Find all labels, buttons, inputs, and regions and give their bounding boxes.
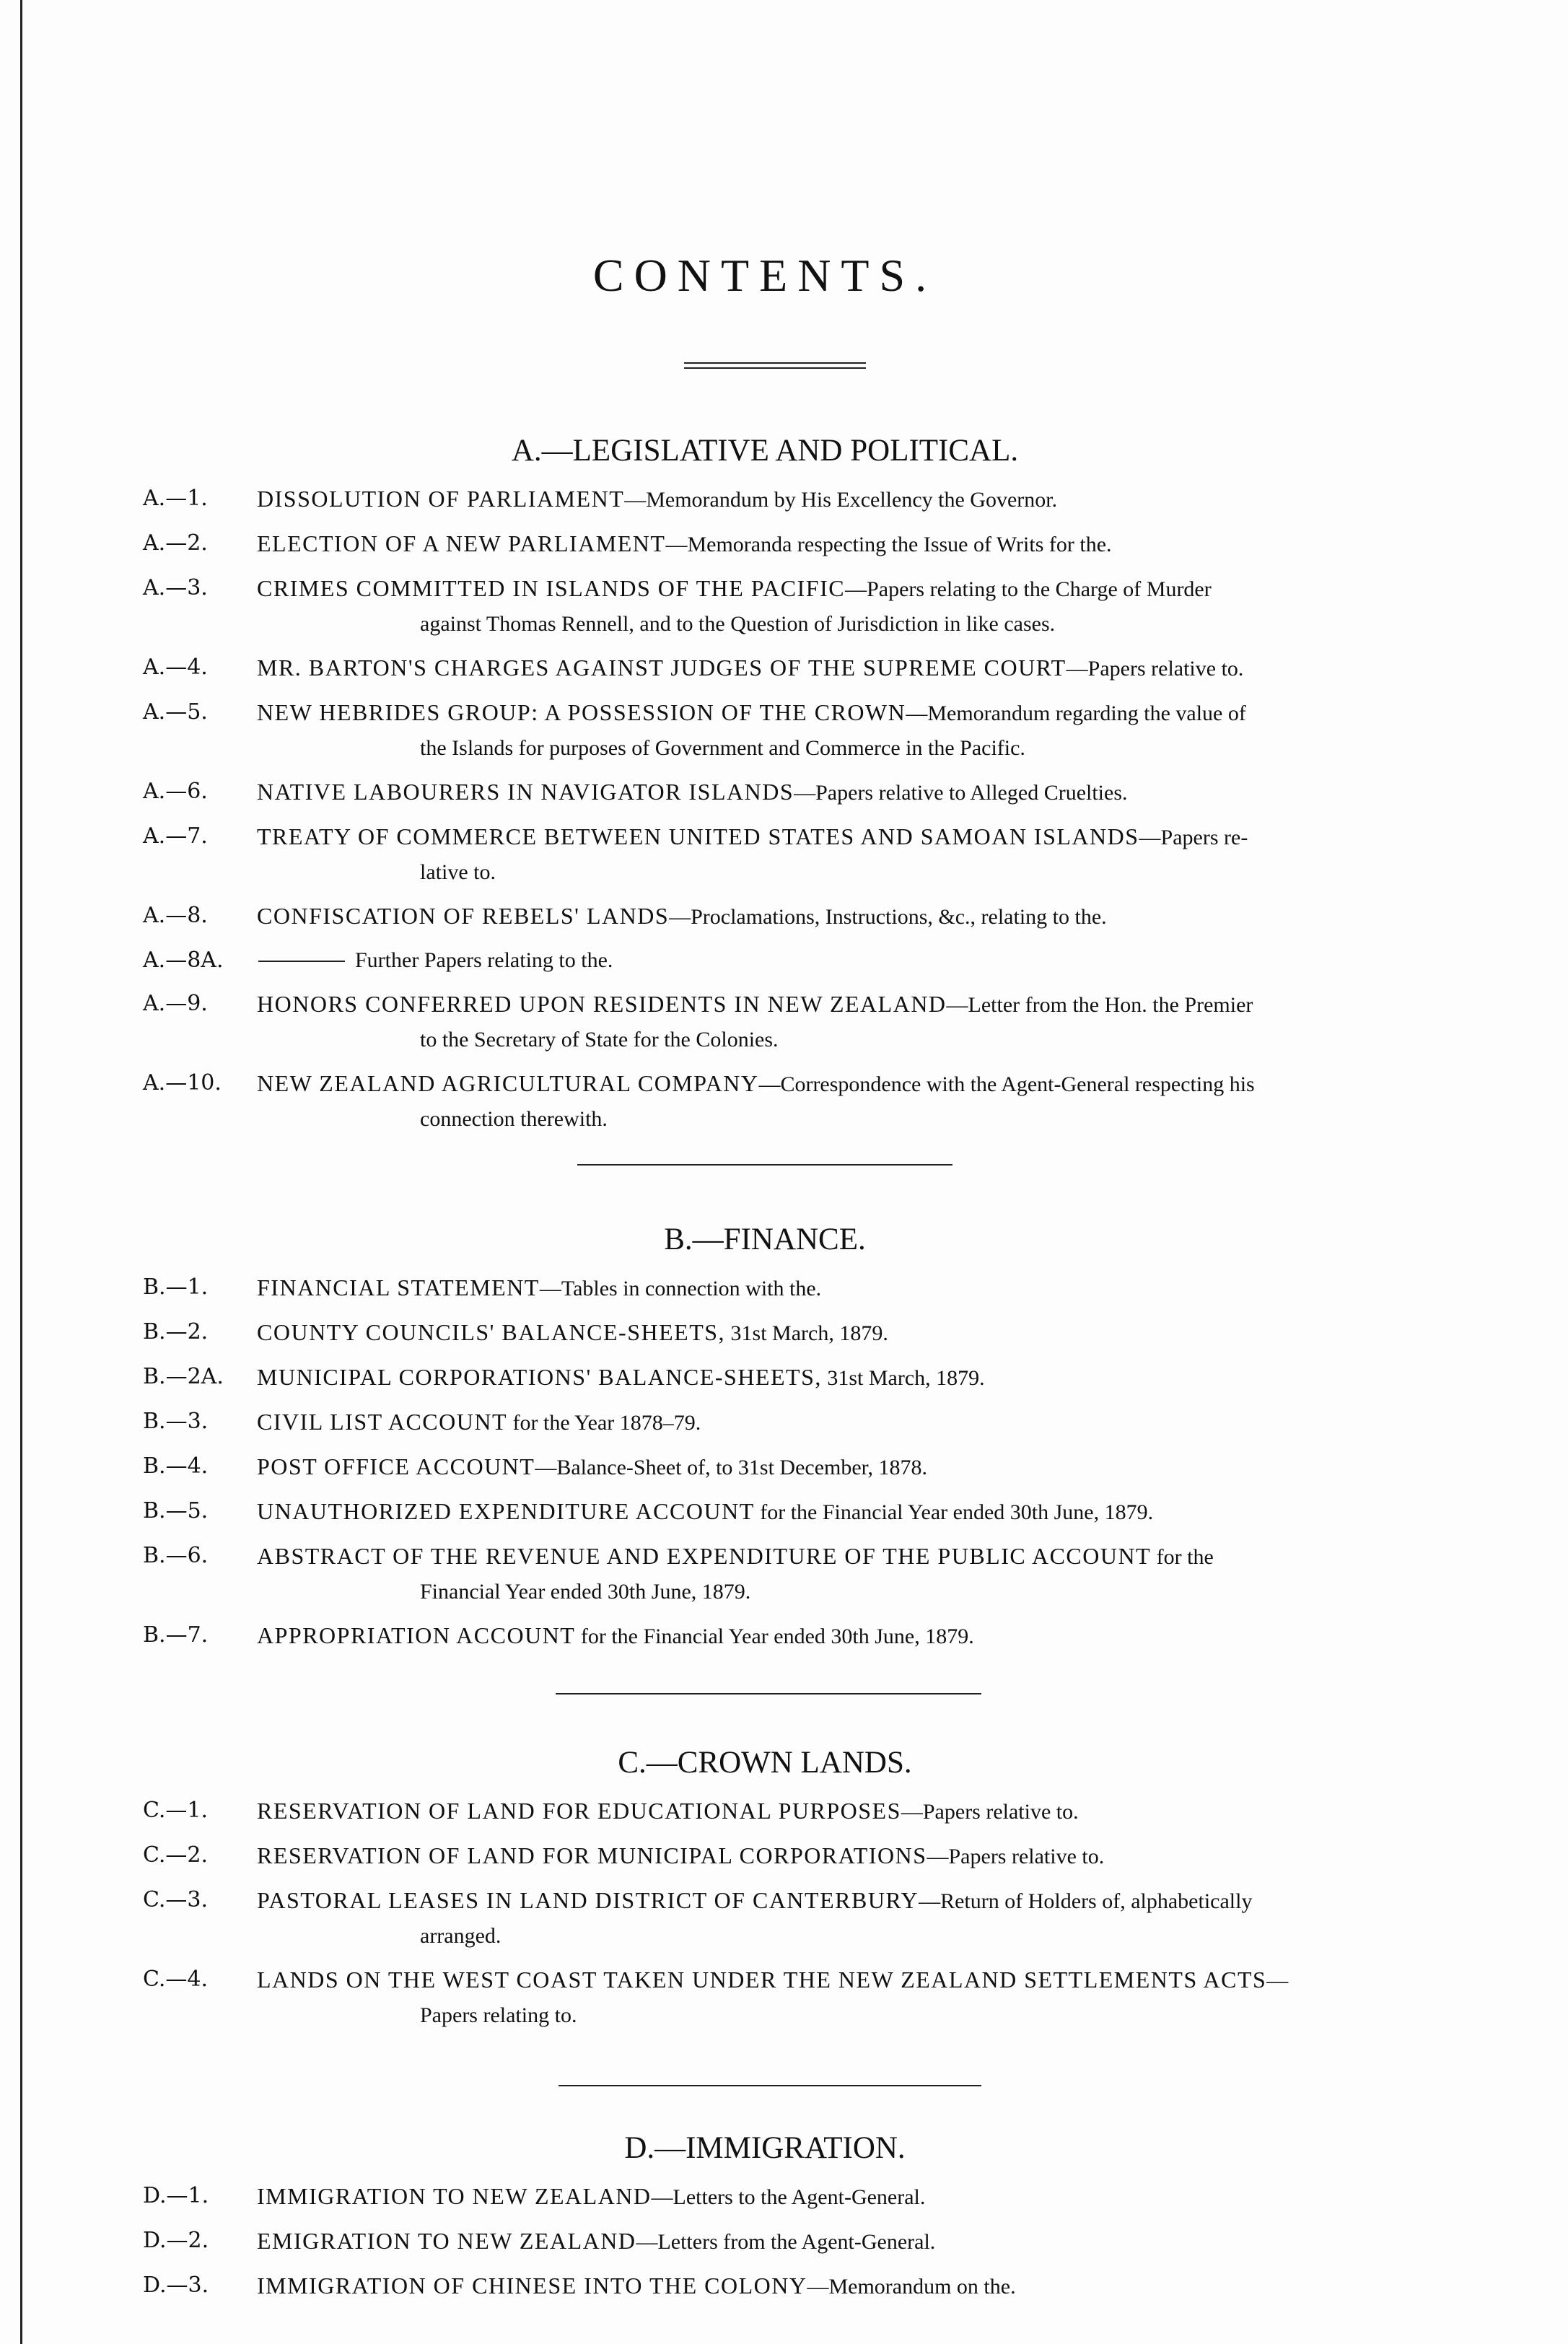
contents-entry <box>0 774 1568 810</box>
entry-description: —Memoranda respecting the Issue of Writs for the. <box>665 533 1112 556</box>
contents-entry <box>0 943 1568 978</box>
contents-entry <box>0 2179 1568 2215</box>
entry-text <box>257 2268 1406 2304</box>
entry-code: C.—3. <box>143 1887 209 1912</box>
entry-text <box>257 1838 1406 1874</box>
entry-continuation: lative to. <box>420 860 496 884</box>
entry-code: D.—2. <box>143 2228 209 2253</box>
entry-description: 31st March, 1879. <box>821 1366 985 1390</box>
section-separator <box>559 2085 981 2086</box>
entry-text <box>257 526 1406 562</box>
section-crown-lands <box>0 1745 1568 2042</box>
contents-entry <box>0 1539 1568 1609</box>
entry-description: for the <box>1151 1545 1214 1569</box>
entry-code: C.—2. <box>143 1842 209 1868</box>
entry-description: —Correspondence with the Agent-General respecting his <box>758 1072 1255 1096</box>
contents-entry <box>0 1962 1568 2033</box>
entry-subject: POST OFFICE ACCOUNT <box>257 1453 535 1479</box>
entry-text <box>257 1883 1406 1954</box>
contents-entry <box>0 650 1568 686</box>
entry-subject: CIVIL LIST ACCOUNT <box>257 1409 507 1435</box>
entry-code: A.—7. <box>143 823 208 849</box>
entry-description: —Memorandum on the. <box>807 2275 1016 2299</box>
contents-entry <box>0 695 1568 766</box>
entry-subject: RESERVATION OF LAND FOR EDUCATIONAL PURPOSES <box>257 1798 901 1824</box>
entry-code: C.—4. <box>143 1967 209 1992</box>
entry-subject: IMMIGRATION OF CHINESE INTO THE COLONY <box>257 2273 807 2299</box>
contents-entry <box>0 481 1568 517</box>
entry-subject: LANDS ON THE WEST COAST TAKEN UNDER THE NEW ZEALAND SETTLEMENTS ACTS <box>257 1967 1267 1993</box>
entry-text <box>257 1539 1406 1609</box>
entry-subject: HONORS CONFERRED UPON RESIDENTS IN NEW ZEALAND <box>257 991 947 1017</box>
entry-code: B.—2A. <box>143 1364 224 1389</box>
entry-description: —Letters to the Agent-General. <box>651 2185 926 2209</box>
contents-entry <box>0 1618 1568 1654</box>
entry-code: B.—3. <box>143 1409 209 1434</box>
entry-text <box>257 2179 1406 2215</box>
entry-code: C.—1. <box>143 1798 209 1823</box>
contents-entry <box>0 1494 1568 1530</box>
entry-text <box>257 1360 1406 1396</box>
entry-code: A.—2. <box>143 530 208 556</box>
entry-text <box>257 481 1406 517</box>
contents-entry <box>0 1883 1568 1954</box>
entry-subject: CRIMES COMMITTED IN ISLANDS OF THE PACIFIC <box>257 575 846 601</box>
entry-text <box>257 650 1406 686</box>
title-double-rule <box>684 362 866 369</box>
entry-text <box>257 1315 1406 1351</box>
entry-code: B.—5. <box>143 1498 209 1523</box>
entry-description: for the Year 1878–79. <box>507 1411 701 1435</box>
contents-entry <box>0 1315 1568 1351</box>
contents-entry <box>0 1838 1568 1874</box>
contents-entry <box>0 1270 1568 1306</box>
section-heading: D.—IMMIGRATION. <box>624 2131 906 2165</box>
entry-code: B.—1. <box>143 1274 209 1300</box>
entry-continuation: Papers relating to. <box>420 2003 577 2027</box>
entry-description: —Letter from the Hon. the Premier <box>946 993 1253 1017</box>
entry-continuation: arranged. <box>420 1924 502 1948</box>
entry-continuation: to the Secretary of State for the Colonies. <box>420 1028 779 1051</box>
entry-text <box>257 1449 1406 1485</box>
ditto-dash <box>258 961 345 962</box>
entry-code: A.—8A. <box>143 948 224 973</box>
contents-entry <box>0 1360 1568 1396</box>
page-title: CONTENTS. <box>592 250 937 301</box>
entry-code: A.—9. <box>143 991 208 1016</box>
entry-description: Further Papers relating to the. <box>355 948 613 972</box>
entry-code: A.—10. <box>143 1070 222 1096</box>
entry-text <box>257 774 1406 810</box>
entry-description: —Papers relative to. <box>927 1845 1105 1868</box>
contents-entry <box>0 526 1568 562</box>
section-legislative-political <box>0 433 1568 1145</box>
entry-text <box>257 819 1406 890</box>
entry-code: B.—7. <box>143 1622 209 1648</box>
contents-entry <box>0 571 1568 642</box>
entry-description: —Papers re- <box>1139 826 1248 849</box>
entry-text <box>257 571 1406 642</box>
entry-description: —Memorandum regarding the value of <box>906 701 1246 725</box>
section-finance <box>0 1222 1568 1663</box>
entry-code: A.—5. <box>143 699 208 725</box>
section-heading: A.—LEGISLATIVE AND POLITICAL. <box>511 434 1019 468</box>
entry-description: 31st March, 1879. <box>725 1321 888 1345</box>
entry-description: —Papers relative to. <box>901 1800 1079 1824</box>
entry-text <box>257 898 1406 935</box>
section-separator <box>556 1693 981 1694</box>
entry-subject: RESERVATION OF LAND FOR MUNICIPAL CORPORATIONS <box>257 1842 927 1868</box>
entry-text <box>257 1270 1406 1306</box>
entry-text <box>257 1404 1406 1440</box>
entry-code: B.—6. <box>143 1543 209 1568</box>
entry-description: —Balance-Sheet of, to 31st December, 1878. <box>535 1456 927 1479</box>
entry-description: —Memorandum by His Excellency the Governor. <box>624 488 1058 512</box>
entry-subject: DISSOLUTION OF PARLIAMENT <box>257 486 625 512</box>
entry-subject: NEW HEBRIDES GROUP: A POSSESSION OF THE CROWN <box>257 699 906 725</box>
entry-code: A.—8. <box>143 903 208 928</box>
contents-entry <box>0 898 1568 935</box>
entry-text <box>257 1618 1406 1654</box>
section-immigration <box>0 2130 1568 2313</box>
entry-code: B.—4. <box>143 1453 209 1479</box>
entry-continuation: against Thomas Rennell, and to the Question of Jurisdiction in like cases. <box>420 612 1056 636</box>
entry-subject: CONFISCATION OF REBELS' LANDS <box>257 903 670 929</box>
entry-subject: MUNICIPAL CORPORATIONS' BALANCE-SHEETS, <box>257 1364 822 1390</box>
entry-code: A.—4. <box>143 655 208 680</box>
entry-description: —Tables in connection with the. <box>539 1277 822 1300</box>
contents-entry <box>0 1066 1568 1137</box>
entry-description: —Letters from the Agent-General. <box>636 2230 936 2254</box>
entry-text <box>257 1494 1406 1530</box>
entry-description: —Return of Holders of, alphabetically <box>919 1889 1253 1913</box>
section-heading: C.—CROWN LANDS. <box>618 1746 912 1780</box>
entry-continuation: connection therewith. <box>420 1107 608 1131</box>
entry-description: —Proclamations, Instructions, &c., relating to the. <box>669 905 1107 929</box>
entry-description: —Papers relative to Alleged Cruelties. <box>794 781 1128 805</box>
entry-code: B.—2. <box>143 1319 209 1344</box>
entry-subject: MR. BARTON'S CHARGES AGAINST JUDGES OF THE SUPREME COURT <box>257 655 1066 681</box>
entry-subject: UNAUTHORIZED EXPENDITURE ACCOUNT <box>257 1498 755 1524</box>
entry-subject: ABSTRACT OF THE REVENUE AND EXPENDITURE OF THE PUBLIC ACCOUNT <box>257 1543 1152 1569</box>
entry-description: — <box>1266 1969 1289 1993</box>
entry-continuation: Financial Year ended 30th June, 1879. <box>420 1580 751 1604</box>
entry-subject: PASTORAL LEASES IN LAND DISTRICT OF CANTERBURY <box>257 1887 919 1913</box>
contents-entry <box>0 819 1568 890</box>
entry-text <box>257 987 1406 1057</box>
entry-subject: EMIGRATION TO NEW ZEALAND <box>257 2228 636 2254</box>
section-separator <box>577 1164 952 1166</box>
entry-continuation: the Islands for purposes of Government and Commerce in the Pacific. <box>420 736 1025 760</box>
entry-subject: ELECTION OF A NEW PARLIAMENT <box>257 530 666 556</box>
entry-subject: IMMIGRATION TO NEW ZEALAND <box>257 2183 652 2209</box>
entry-text <box>257 2223 1406 2260</box>
entry-text <box>257 1962 1406 2033</box>
section-heading: B.—FINANCE. <box>664 1223 866 1256</box>
contents-entry <box>0 2223 1568 2260</box>
entry-description: —Papers relating to the Charge of Murder <box>845 577 1212 601</box>
entry-code: A.—1. <box>143 486 208 511</box>
contents-entry <box>0 1449 1568 1485</box>
entry-description: for the Financial Year ended 30th June, 1879. <box>575 1624 974 1648</box>
entry-subject: FINANCIAL STATEMENT <box>257 1274 540 1300</box>
entry-subject: COUNTY COUNCILS' BALANCE-SHEETS, <box>257 1319 726 1345</box>
entry-description: —Papers relative to. <box>1066 657 1244 681</box>
entry-text <box>257 1793 1406 1829</box>
entry-code: A.—3. <box>143 575 208 600</box>
entry-text <box>257 943 1406 978</box>
contents-entry <box>0 2268 1568 2304</box>
contents-entry <box>0 1404 1568 1440</box>
entry-subject: NEW ZEALAND AGRICULTURAL COMPANY <box>257 1070 759 1096</box>
contents-entry <box>0 1793 1568 1829</box>
contents-entry <box>0 987 1568 1057</box>
entry-code: D.—1. <box>143 2183 209 2208</box>
entry-subject: NATIVE LABOURERS IN NAVIGATOR ISLANDS <box>257 779 794 805</box>
entry-text <box>257 1066 1406 1137</box>
entry-subject: APPROPRIATION ACCOUNT <box>257 1622 576 1648</box>
entry-subject: TREATY OF COMMERCE BETWEEN UNITED STATES AND SAMOAN ISLANDS <box>257 823 1139 849</box>
entry-text <box>257 695 1406 766</box>
entry-description: for the Financial Year ended 30th June, 1879. <box>754 1500 1154 1524</box>
entry-code: D.—3. <box>143 2273 209 2298</box>
entry-code: A.—6. <box>143 779 208 804</box>
